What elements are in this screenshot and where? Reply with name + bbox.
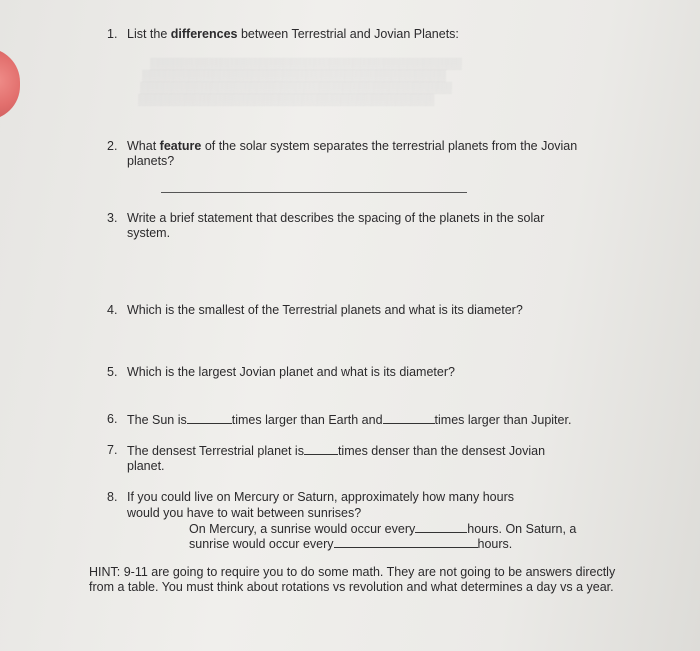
question-number: 6. [107, 412, 118, 426]
question-text-line2: would you have to wait between sunrises? [127, 506, 362, 520]
answer-blank[interactable] [304, 443, 338, 455]
question-number: 2. [107, 139, 118, 153]
question-text: If you could live on Mercury or Saturn, approximately how many hours [127, 490, 514, 504]
hint-text: HINT: 9-11 are going to require you to do some math. They are not going to be answers directly from a table. You must think about rotations vs revolution and what determines a day vs a year. [89, 565, 616, 594]
question-text: List the differences between Terrestrial and Jovian Planets: [127, 27, 459, 41]
question-text-line2: planet. [127, 459, 165, 473]
question-number: 8. [107, 490, 118, 504]
question-text: The Sun is times larger than Earth and times larger than Jupiter. [127, 413, 572, 427]
question-text-line2: system. [127, 226, 171, 240]
question-number: 4. [107, 303, 118, 317]
question-text: What feature of the solar system separates the terrestrial planets from the Jovian [127, 139, 578, 153]
question-number: 3. [107, 211, 118, 225]
question-text: The densest Terrestrial planet is times denser than the densest Jovian [127, 444, 546, 458]
question-number: 5. [107, 365, 118, 379]
answer-line[interactable] [161, 192, 467, 193]
question-text: Write a brief statement that describes the spacing of the planets in the solar [127, 211, 545, 225]
question-text-line2: planets? [127, 154, 175, 168]
answer-blank[interactable] [334, 536, 478, 548]
answer-blank[interactable] [383, 412, 435, 424]
sub-question-saturn: sunrise would occur every hours. [189, 537, 513, 551]
question-text: Which is the largest Jovian planet and what is its diameter? [127, 365, 455, 379]
answer-blank[interactable] [187, 412, 232, 424]
question-text: Which is the smallest of the Terrestrial planets and what is its diameter? [127, 303, 523, 317]
answer-blank[interactable] [415, 521, 467, 533]
question-number: 7. [107, 443, 118, 457]
bleed-through-text: ▒▒▒▒▒▒▒▒▒▒▒▒▒▒▒▒▒▒▒▒▒▒▒▒▒▒▒▒▒▒▒▒▒▒▒▒▒▒▒▒ ▒▒▒▒▒▒▒▒▒▒▒▒▒▒▒▒▒▒▒▒▒▒▒▒▒▒▒▒▒▒▒▒▒▒▒▒▒▒▒ ▒▒▒▒▒▒▒▒▒▒▒▒▒▒▒▒▒▒▒▒▒▒▒▒▒▒▒▒▒▒▒▒▒▒▒▒▒▒▒▒ ▒▒▒▒▒▒▒▒▒▒▒▒▒▒▒▒▒▒▒▒▒▒▒▒▒▒▒▒▒▒▒▒▒▒▒▒▒▒ [138, 58, 462, 106]
question-number: 1. [107, 27, 118, 41]
sub-question-mercury: On Mercury, a sunrise would occur every hours. On Saturn, a [189, 522, 577, 536]
